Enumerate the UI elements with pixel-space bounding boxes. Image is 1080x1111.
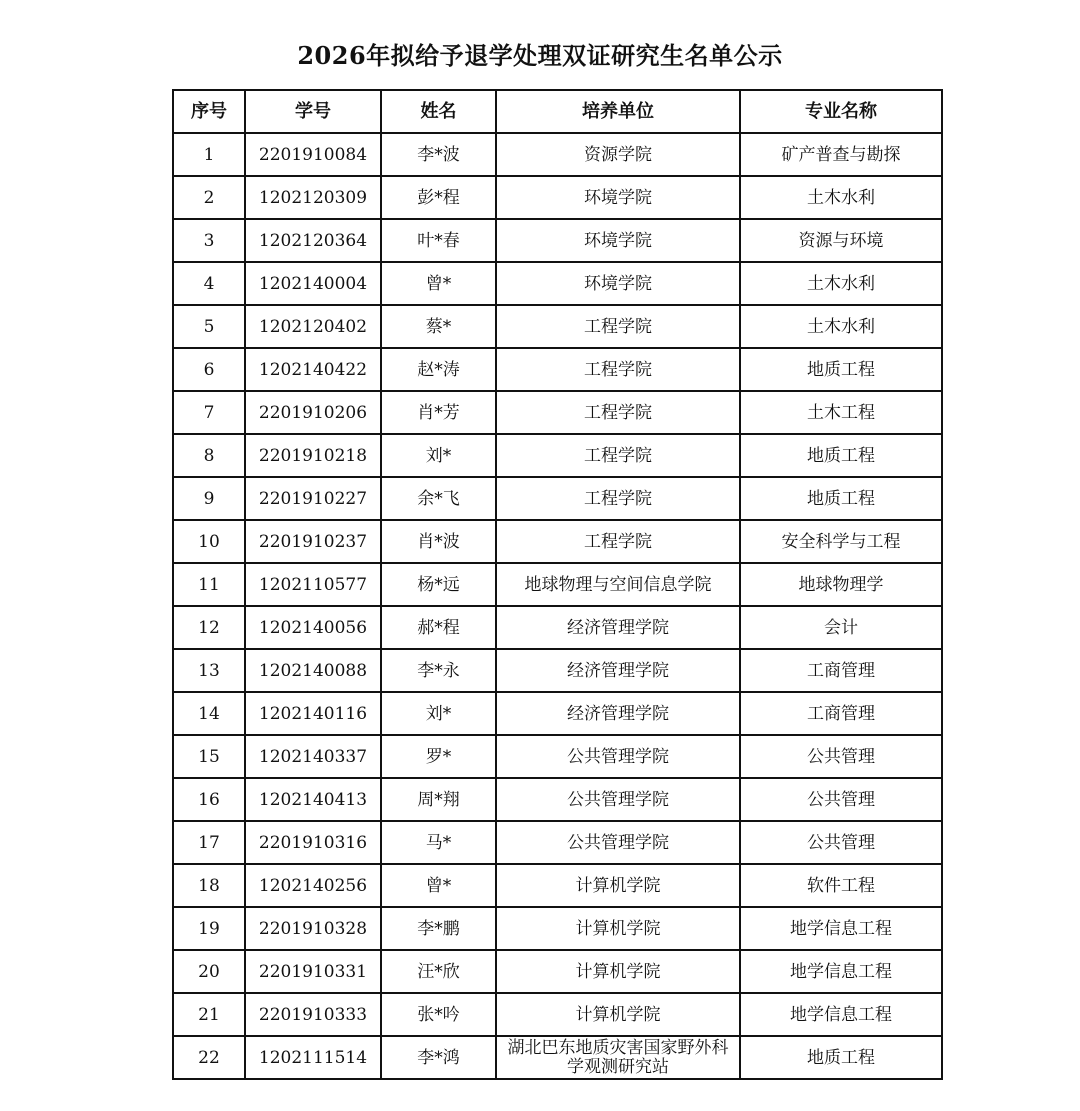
cell-unit: 公共管理学院 (496, 778, 740, 821)
cell-unit: 资源学院 (496, 133, 740, 176)
table-row (173, 262, 942, 305)
cell-name: 周*翔 (381, 778, 496, 821)
table-row (173, 735, 942, 778)
cell-major: 土木水利 (740, 262, 942, 305)
cell-major: 土木工程 (740, 391, 942, 434)
table-row (173, 133, 942, 176)
cell-index: 3 (173, 219, 245, 262)
cell-unit: 环境学院 (496, 262, 740, 305)
cell-student-id: 1202140088 (245, 649, 381, 692)
cell-student-id: 1202140056 (245, 606, 381, 649)
cell-student-id: 1202120402 (245, 305, 381, 348)
header-index: 序号 (173, 90, 245, 133)
cell-major: 地质工程 (740, 434, 942, 477)
cell-student-id: 1202110577 (245, 563, 381, 606)
cell-index: 10 (173, 520, 245, 563)
student-roster-table (172, 89, 943, 1080)
cell-student-id: 1202111514 (245, 1036, 381, 1079)
cell-major: 软件工程 (740, 864, 942, 907)
cell-unit: 经济管理学院 (496, 606, 740, 649)
cell-unit: 计算机学院 (496, 993, 740, 1036)
cell-unit: 工程学院 (496, 434, 740, 477)
page-title: 2026年拟给予退学处理双证研究生名单公示 (297, 41, 783, 70)
cell-unit: 地球物理与空间信息学院 (496, 563, 740, 606)
cell-unit: 经济管理学院 (496, 692, 740, 735)
cell-name: 刘* (381, 692, 496, 735)
cell-name: 叶*春 (381, 219, 496, 262)
cell-name: 赵*涛 (381, 348, 496, 391)
cell-unit: 工程学院 (496, 391, 740, 434)
cell-index: 2 (173, 176, 245, 219)
cell-student-id: 1202140004 (245, 262, 381, 305)
cell-name: 刘* (381, 434, 496, 477)
cell-name: 肖*波 (381, 520, 496, 563)
cell-student-id: 1202140116 (245, 692, 381, 735)
cell-name: 余*飞 (381, 477, 496, 520)
cell-index: 16 (173, 778, 245, 821)
cell-student-id: 2201910328 (245, 907, 381, 950)
table-row (173, 520, 942, 563)
table-header-row (173, 90, 942, 133)
cell-major: 安全科学与工程 (740, 520, 942, 563)
table-row (173, 950, 942, 993)
table-row (173, 477, 942, 520)
cell-student-id: 1202120364 (245, 219, 381, 262)
table-body (173, 133, 942, 1079)
cell-index: 9 (173, 477, 245, 520)
cell-name: 马* (381, 821, 496, 864)
cell-index: 18 (173, 864, 245, 907)
cell-student-id: 2201910237 (245, 520, 381, 563)
cell-student-id: 2201910206 (245, 391, 381, 434)
cell-major: 地质工程 (740, 1036, 942, 1079)
cell-index: 14 (173, 692, 245, 735)
cell-index: 21 (173, 993, 245, 1036)
cell-name: 曾* (381, 262, 496, 305)
cell-major: 矿产普查与勘探 (740, 133, 942, 176)
cell-major: 公共管理 (740, 778, 942, 821)
cell-index: 13 (173, 649, 245, 692)
cell-unit: 工程学院 (496, 520, 740, 563)
cell-student-id: 1202140422 (245, 348, 381, 391)
cell-index: 8 (173, 434, 245, 477)
cell-unit: 工程学院 (496, 477, 740, 520)
table-row (173, 348, 942, 391)
cell-major: 土木水利 (740, 176, 942, 219)
cell-student-id: 1202140337 (245, 735, 381, 778)
cell-index: 6 (173, 348, 245, 391)
cell-student-id: 2201910227 (245, 477, 381, 520)
cell-name: 罗* (381, 735, 496, 778)
table-row (173, 778, 942, 821)
cell-student-id: 2201910084 (245, 133, 381, 176)
cell-index: 11 (173, 563, 245, 606)
cell-student-id: 2201910316 (245, 821, 381, 864)
cell-unit: 计算机学院 (496, 907, 740, 950)
cell-name: 彭*程 (381, 176, 496, 219)
table-row (173, 176, 942, 219)
cell-student-id: 2201910333 (245, 993, 381, 1036)
cell-major: 公共管理 (740, 821, 942, 864)
cell-unit: 环境学院 (496, 219, 740, 262)
cell-major: 会计 (740, 606, 942, 649)
cell-unit: 环境学院 (496, 176, 740, 219)
table-row (173, 993, 942, 1036)
cell-major: 土木水利 (740, 305, 942, 348)
table-row (173, 1036, 942, 1079)
cell-major: 地学信息工程 (740, 993, 942, 1036)
cell-index: 19 (173, 907, 245, 950)
cell-name: 李*鹏 (381, 907, 496, 950)
table-row (173, 649, 942, 692)
table-row (173, 563, 942, 606)
cell-unit: 计算机学院 (496, 864, 740, 907)
cell-major: 地质工程 (740, 348, 942, 391)
cell-student-id: 2201910218 (245, 434, 381, 477)
cell-name: 杨*远 (381, 563, 496, 606)
cell-major: 地学信息工程 (740, 950, 942, 993)
cell-index: 17 (173, 821, 245, 864)
cell-major: 地质工程 (740, 477, 942, 520)
cell-name: 肖*芳 (381, 391, 496, 434)
cell-unit: 公共管理学院 (496, 735, 740, 778)
table-row (173, 907, 942, 950)
cell-index: 7 (173, 391, 245, 434)
cell-major: 工商管理 (740, 649, 942, 692)
cell-index: 5 (173, 305, 245, 348)
cell-unit: 工程学院 (496, 348, 740, 391)
header-unit: 培养单位 (496, 90, 740, 133)
cell-student-id: 1202140256 (245, 864, 381, 907)
header-major: 专业名称 (740, 90, 942, 133)
cell-name: 李*鸿 (381, 1036, 496, 1079)
table-row (173, 606, 942, 649)
header-student-id: 学号 (245, 90, 381, 133)
cell-major: 工商管理 (740, 692, 942, 735)
cell-student-id: 1202120309 (245, 176, 381, 219)
table-row (173, 434, 942, 477)
cell-name: 郝*程 (381, 606, 496, 649)
cell-major: 公共管理 (740, 735, 942, 778)
cell-major: 地球物理学 (740, 563, 942, 606)
cell-index: 1 (173, 133, 245, 176)
cell-major: 资源与环境 (740, 219, 942, 262)
cell-unit: 计算机学院 (496, 950, 740, 993)
table-row (173, 219, 942, 262)
cell-unit: 工程学院 (496, 305, 740, 348)
table-row (173, 864, 942, 907)
cell-name: 李*波 (381, 133, 496, 176)
cell-index: 20 (173, 950, 245, 993)
cell-index: 12 (173, 606, 245, 649)
cell-name: 张*吟 (381, 993, 496, 1036)
cell-name: 蔡* (381, 305, 496, 348)
table-row (173, 305, 942, 348)
cell-unit: 经济管理学院 (496, 649, 740, 692)
cell-name: 李*永 (381, 649, 496, 692)
header-name: 姓名 (381, 90, 496, 133)
cell-major: 地学信息工程 (740, 907, 942, 950)
table-row (173, 821, 942, 864)
cell-unit: 公共管理学院 (496, 821, 740, 864)
cell-index: 4 (173, 262, 245, 305)
cell-student-id: 2201910331 (245, 950, 381, 993)
table-row (173, 391, 942, 434)
cell-unit: 湖北巴东地质灾害国家野外科学观测研究站 (496, 1036, 740, 1079)
cell-name: 曾* (381, 864, 496, 907)
cell-student-id: 1202140413 (245, 778, 381, 821)
cell-name: 汪*欣 (381, 950, 496, 993)
cell-index: 15 (173, 735, 245, 778)
table-row (173, 692, 942, 735)
cell-index: 22 (173, 1036, 245, 1079)
